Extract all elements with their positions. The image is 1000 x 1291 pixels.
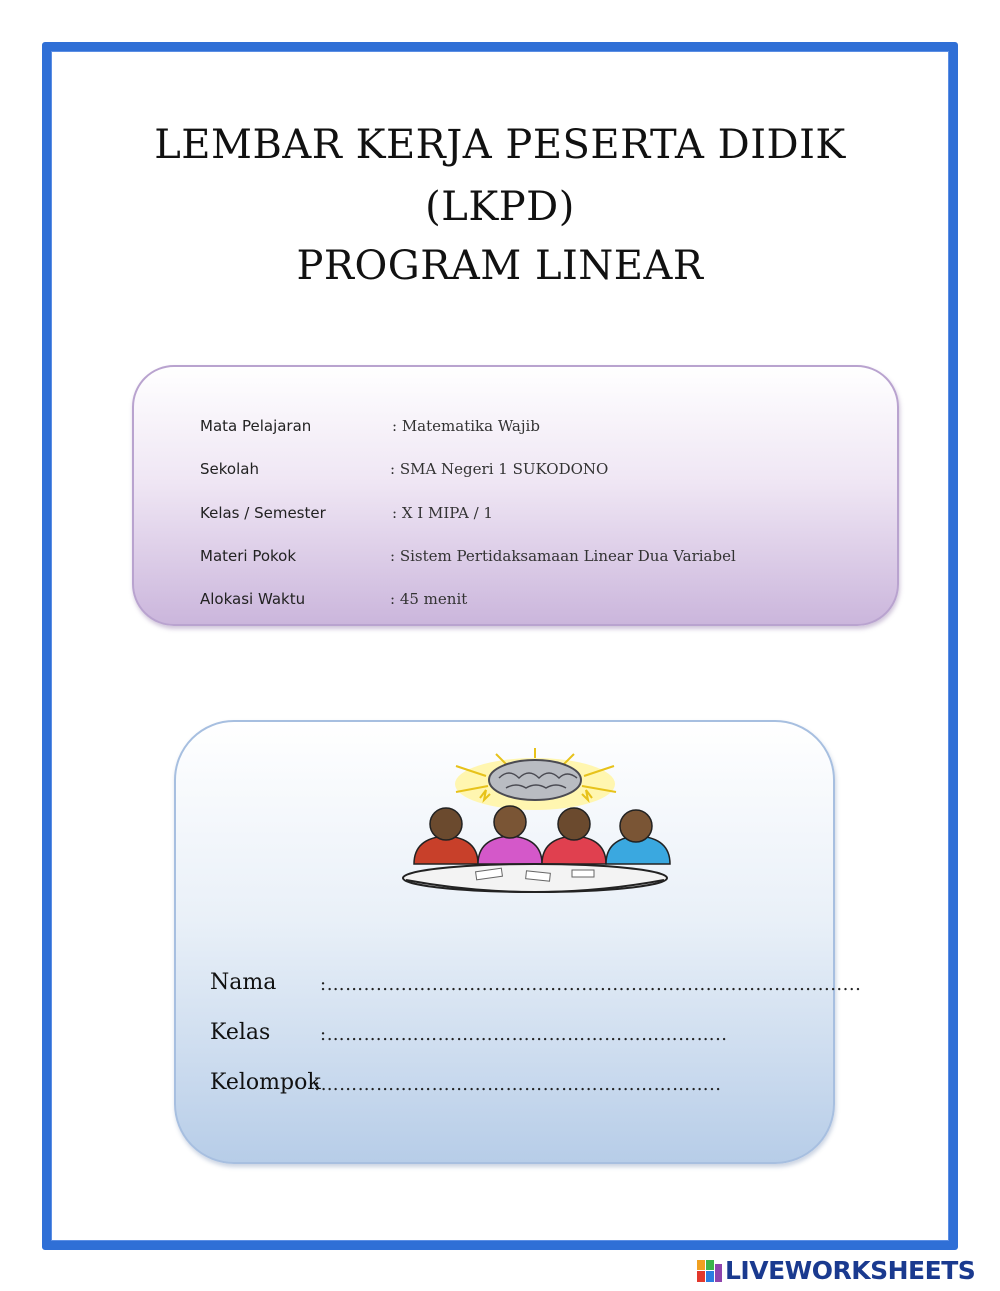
group-input-line[interactable]: :……………………………………………………….. (314, 1074, 722, 1095)
title-line-3: PROGRAM LINEAR (296, 243, 704, 289)
title-line-2: (LKPD) (425, 184, 575, 230)
brand-name: LIVEWORKSHEETS (725, 1256, 976, 1285)
liveworksheets-logo[interactable] (697, 1256, 997, 1284)
brain-icon (489, 760, 581, 800)
student-identity-box (174, 720, 862, 1164)
title-line-1: LEMBAR KERJA PESERTA DIDIK (154, 122, 846, 168)
info-label: Sekolah (200, 460, 259, 478)
form-label: Nama (210, 970, 277, 995)
info-value: : SMA Negeri 1 SUKODONO (390, 460, 609, 478)
form-label: Kelas (210, 1020, 271, 1045)
subject-info-box (132, 365, 899, 626)
info-label: Alokasi Waktu (200, 590, 306, 608)
form-label: Kelompok (210, 1070, 321, 1095)
info-label: Materi Pokok (200, 547, 297, 565)
liveworksheets-logo-icon (697, 1260, 723, 1282)
info-value: : 45 menit (390, 590, 468, 608)
info-label: Mata Pelajaran (200, 417, 312, 435)
name-input-line[interactable]: :……................................................................................ (320, 974, 862, 995)
info-value: : X I MIPA / 1 (392, 504, 493, 522)
group-discussion-illustration (396, 746, 674, 900)
info-label: Kelas / Semester (200, 504, 326, 522)
info-value: : Matematika Wajib (392, 417, 540, 435)
info-value: : Sistem Pertidaksamaan Linear Dua Variabel (390, 547, 736, 565)
class-input-line[interactable]: :……………………………………………………….. (320, 1024, 728, 1045)
